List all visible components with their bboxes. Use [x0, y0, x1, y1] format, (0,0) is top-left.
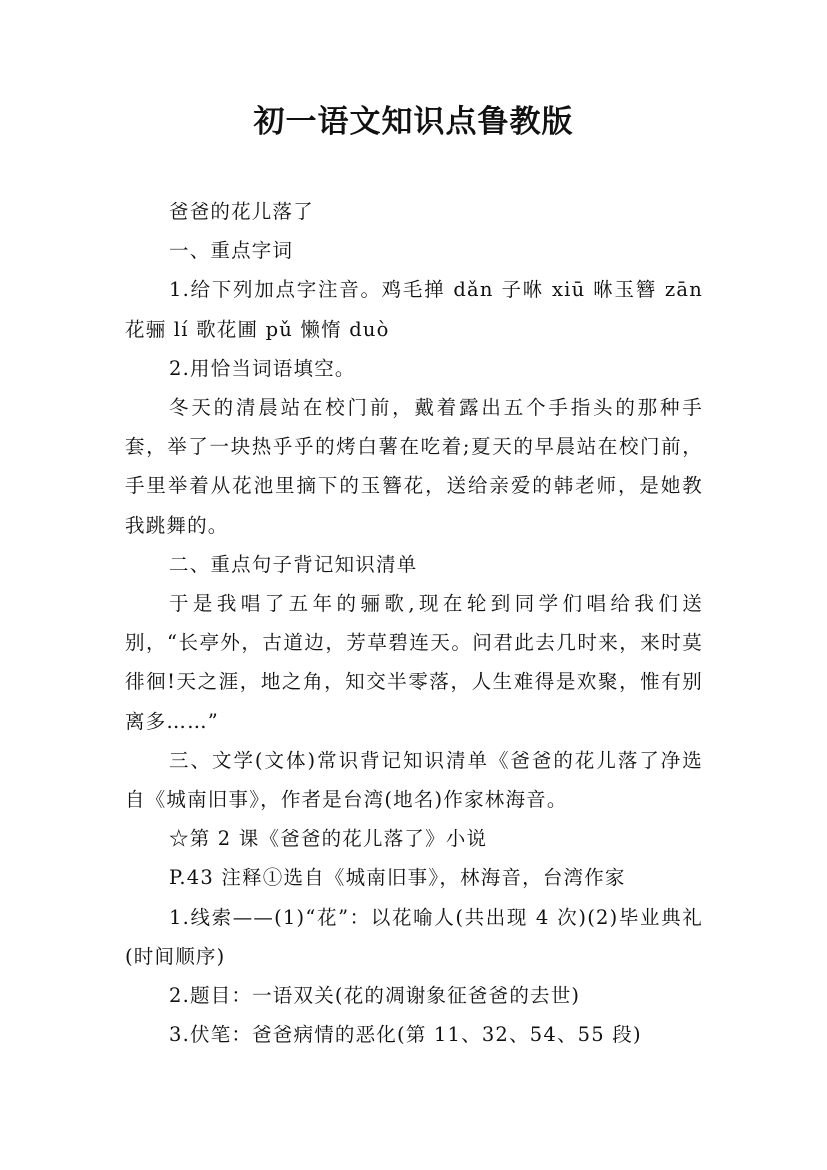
- document-title: 初一语文知识点鲁教版: [253, 104, 574, 140]
- paragraph: 1.给下列加点字注音。鸡毛掸 dǎn 子咻 xiū 咻玉簪 zān 花骊 lí 歌花圃 pǔ 懒惰 duò: [125, 278, 703, 341]
- document-body: [125, 192, 703, 1054]
- paragraph-subtitle: 爸爸的花儿落了: [169, 200, 314, 223]
- paragraph: P.43 注释①选自《城南旧事》，林海音，台湾作家: [169, 866, 626, 890]
- paragraph: 2.题目：一语双关(花的凋谢象征爸爸的去世): [169, 984, 581, 1008]
- paragraph: 于是我唱了五年的骊歌,现在轮到同学们唱给我们送别，“长亭外，古道边，芳草碧连天。问君此去几时来，来时莫徘徊!天之涯，地之角，知交半零落，人生难得是欢聚，惟有别离多……”: [125, 592, 703, 733]
- paragraph: 1.线索——(1)“花”：以花喻人(共出现 4 次)(2)毕业典礼(时间顺序): [125, 905, 703, 968]
- paragraph: 冬天的清晨站在校门前，戴着露出五个手指头的那种手套，举了一块热乎乎的烤白薯在吃着;夏天的早晨站在校门前，手里举着从花池里摘下的玉簪花，送给亲爱的韩老师，是她教我跳舞的。: [125, 396, 703, 537]
- paragraph: ☆第 2 课《爸爸的花儿落了》小说: [169, 827, 488, 851]
- paragraph-section-heading: 一、重点字词: [169, 239, 294, 263]
- paragraph: 2.用恰当词语填空。: [169, 356, 356, 380]
- paragraph: 3.伏笔：爸爸病情的恶化(第 11、32、54、55 段): [169, 1023, 642, 1047]
- paragraph-section-heading: 二、重点句子背记知识清单: [169, 552, 418, 576]
- paragraph: 三、文学(文体)常识背记知识清单《爸爸的花儿落了净选自《城南旧事》，作者是台湾(地名)作家林海音。: [125, 748, 703, 812]
